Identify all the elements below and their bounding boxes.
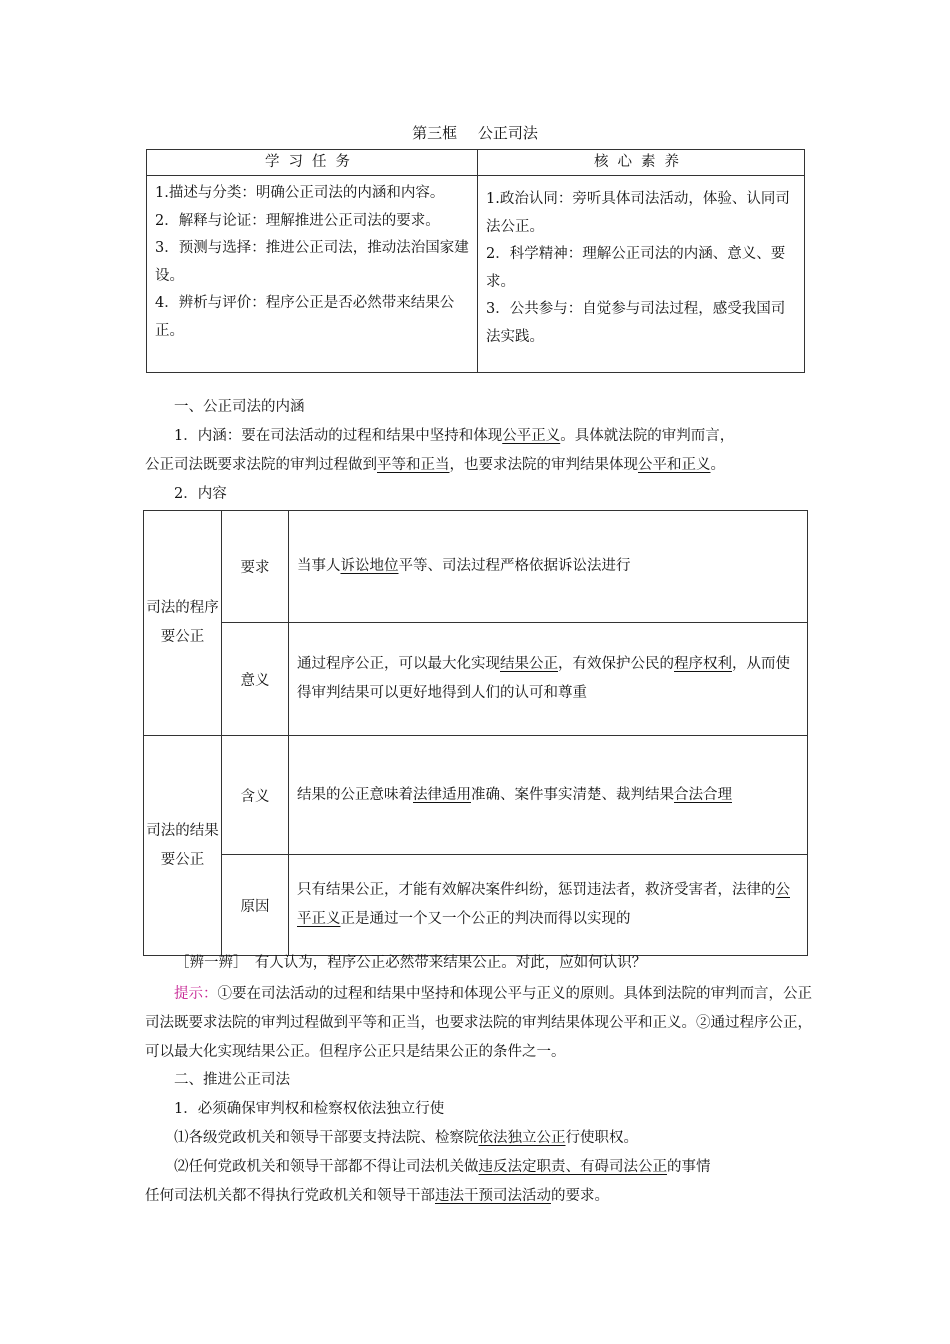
key-term: 公平正义 [297, 882, 790, 927]
task-item: 3．预测与选择：推进公正司法，推动法治国家建设。 [155, 240, 469, 284]
hint-text: ①要在司法活动的过程和结果中坚持和体现公平与正义的原则。具体到法院的审判而言，公正司法既要求法院的审判过程做到平等和正当，也要求法院的审判结果体现公平和正义。②通过程序公正，可以最大化实现结果公正。但程序公正只是结果公正的条件之一。 [145, 986, 812, 1060]
text: ⑴各级党政机关和领导干部要支持法院、检察院 [174, 1130, 479, 1146]
key-term: 法律适用 [413, 786, 471, 803]
task-item: 1.描述与分类：明确公正司法的内涵和内容。 [155, 185, 445, 201]
section-2 [145, 1066, 813, 1211]
list-item: 1．必须确保审判权和检察权依法独立行使 [174, 1101, 445, 1117]
text: 只有结果公正，才能有效解决案件纠纷，惩罚违法者，救济受害者，法律的 [297, 882, 776, 898]
page-title [0, 122, 950, 143]
key-term: 诉讼地位 [340, 558, 399, 574]
text: 结果的公正意味着 [297, 786, 413, 803]
section-1 [145, 393, 813, 509]
reason-label: 原因 [222, 855, 289, 956]
task-item: 4．辨析与评价：程序公正是否必然带来结果公正。 [155, 295, 455, 339]
text: 准确、案件事实清楚、裁判结果 [471, 786, 674, 803]
text: 通过程序公正，可以最大化实现 [297, 656, 500, 672]
reason-text [289, 855, 808, 956]
meaning-text [289, 736, 808, 855]
sub-item-2-line1 [145, 1153, 813, 1182]
text: 的事情 [667, 1159, 711, 1175]
significance-text [289, 623, 808, 736]
title-topic: 公正司法 [477, 124, 538, 142]
paragraph-content-label: 2．内容 [174, 486, 227, 502]
key-term: 程序权利 [674, 656, 732, 672]
section-heading: 一、公正司法的内涵 [174, 399, 305, 415]
paragraph-definition-line1 [145, 422, 813, 451]
hint-paragraph [145, 980, 813, 1067]
learning-task-table [146, 149, 805, 373]
procedure-fairness-header: 司法的程序要公正 [144, 511, 222, 736]
meaning-label: 含义 [222, 736, 289, 855]
key-term: 平等和正当 [377, 457, 450, 473]
text: 正是通过一个又一个公正的判决而得以实现的 [340, 911, 631, 927]
paragraph-definition-line2 [145, 451, 813, 480]
text: ⑵任何党政机关和领导干部都不得让司法机关做 [174, 1159, 479, 1175]
literacy-item: 1.政治认同：旁听具体司法活动，体验、认同司法公正。 [486, 191, 790, 235]
discussion-question: ［辨一辨］ 有人认为，程序公正必然带来结果公正。对此，应如何认识？ [175, 955, 647, 971]
text: 。 [710, 457, 725, 473]
section-heading: 二、推进公正司法 [174, 1072, 290, 1088]
text: 任何司法机关都不得执行党政机关和领导干部 [145, 1188, 435, 1204]
sub-item-2-line2 [145, 1182, 813, 1211]
text: 公正司法既要求法院的审判过程做到 [145, 457, 377, 473]
text: ，有效保护公民的 [558, 656, 674, 672]
requirement-text [289, 511, 808, 623]
key-term: 公平正义 [502, 428, 561, 444]
text: 行使职权。 [565, 1130, 638, 1146]
hint-label: 提示： [174, 986, 218, 1002]
text: 。具体就法院的审判而言， [560, 428, 735, 444]
discussion-hint [145, 980, 813, 1067]
text: ，从而使得审判结果可以更好地得到人们的认可和尊重 [297, 656, 790, 701]
literacy-list [478, 176, 805, 373]
literacy-item: 2．科学精神：理解公正司法的内涵、意义、要求。 [486, 246, 786, 290]
task-header: 学习任务 [147, 150, 478, 176]
sub-item-1 [145, 1124, 813, 1153]
key-term: 违法干预司法活动 [435, 1188, 551, 1204]
content-table [143, 510, 808, 956]
key-term: 公平和正义 [638, 457, 711, 473]
text: ，也要求法院的审判结果体现 [449, 457, 638, 473]
task-item: 2．解释与论证：理解推进公正司法的要求。 [155, 212, 440, 229]
task-list [147, 176, 478, 373]
key-term: 依法独立公正 [478, 1130, 566, 1146]
significance-label: 意义 [222, 623, 289, 736]
result-fairness-header: 司法的结果要公正 [144, 736, 222, 956]
title-section-number: 第三框 [412, 124, 458, 142]
requirement-label: 要求 [222, 511, 289, 623]
key-term: 结果公正 [500, 656, 558, 672]
text: 1．内涵：要在司法活动的过程和结果中坚持和体现 [174, 428, 503, 444]
literacy-item: 3．公共参与：自觉参与司法过程，感受我国司法实践。 [486, 301, 786, 345]
text: 平等、司法过程严格依据诉讼法进行 [398, 558, 631, 574]
key-term: 违反法定职责、有碍司法公正 [478, 1159, 667, 1175]
key-term: 合法合理 [674, 786, 732, 803]
text: 当事人 [297, 558, 341, 574]
text: 的要求。 [551, 1188, 609, 1204]
literacy-header: 核心素养 [478, 150, 805, 176]
